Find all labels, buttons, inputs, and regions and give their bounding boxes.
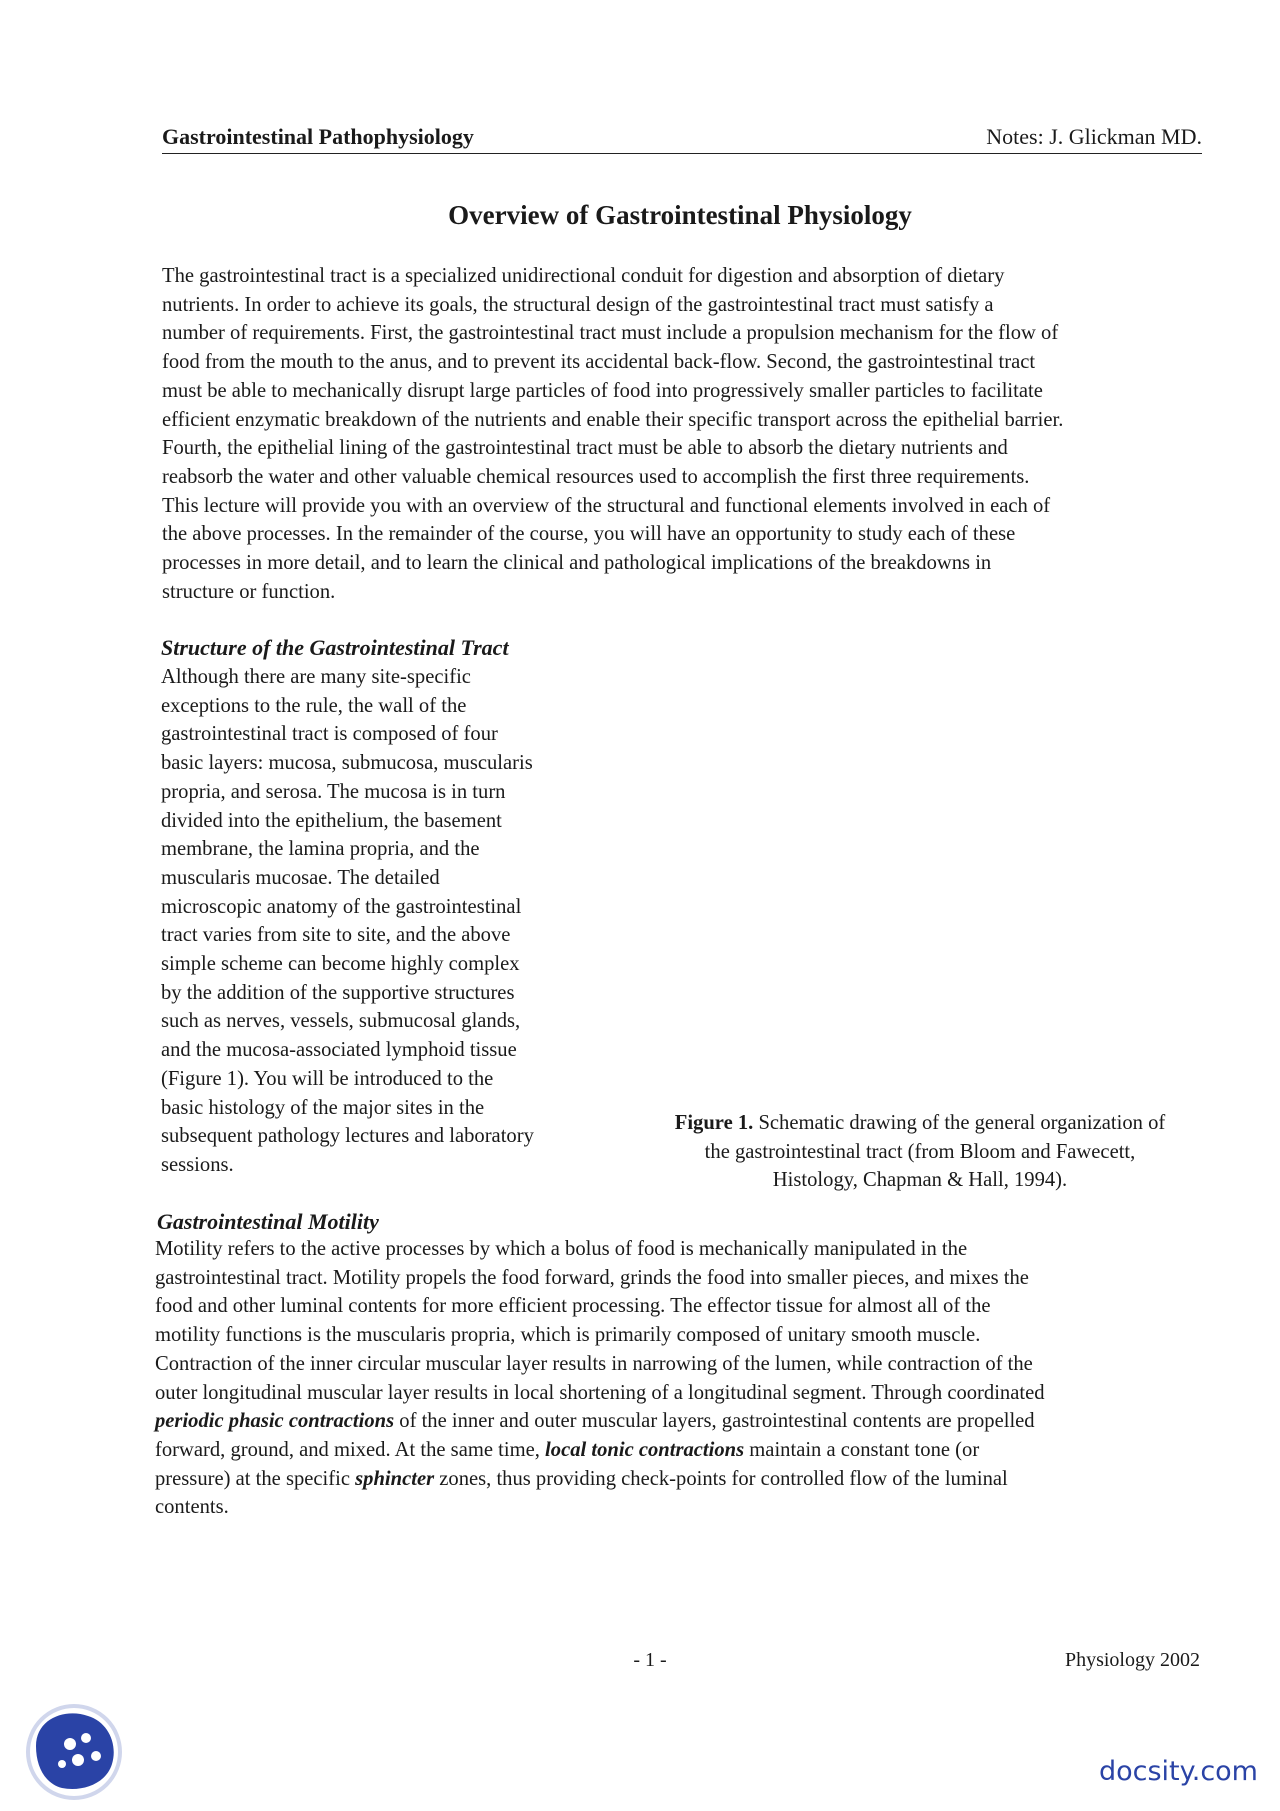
text-line: and the mucosa-associated lymphoid tissue <box>161 1039 517 1062</box>
page-header <box>162 124 1202 154</box>
text-line: such as nerves, vessels, submucosal glands, <box>161 1010 521 1033</box>
text-span: of the inner and outer muscular layers, gastrointestinal contents are propelled <box>394 1410 1035 1433</box>
course-title: Gastrointestinal Pathophysiology <box>162 124 474 149</box>
text-line: outer longitudinal muscular layer results in local shortening of a longitudinal segment. Through coordinated <box>155 1381 1045 1404</box>
text-span: maintain a constant tone (or <box>744 1438 980 1461</box>
text-line: Fourth, the epithelial lining of the gastrointestinal tract must be able to absorb the dietary nutrients and <box>162 437 1008 460</box>
text-line: nutrients. In order to achieve its goals, the structural design of the gastrointestinal tract must satisfy a <box>162 293 994 316</box>
docsity-logo-icon[interactable] <box>16 1694 136 1806</box>
text-line: tract varies from site to site, and the above <box>161 924 511 947</box>
text-line: by the addition of the supportive structures <box>161 981 515 1004</box>
text-line: number of requirements. First, the gastrointestinal tract must include a propulsion mechanism for the flow of <box>162 322 1059 345</box>
text-line: reabsorb the water and other valuable chemical resources used to accomplish the first three requirements. <box>162 465 1030 488</box>
motility-heading: Gastrointestinal Motility <box>157 1209 379 1234</box>
page-number: - 1 - <box>633 1649 667 1671</box>
text-line: gastrointestinal tract is composed of four <box>161 723 498 746</box>
figure-1-area <box>620 650 1210 1090</box>
text-span: pressure) at the specific <box>155 1467 356 1490</box>
text-line: the above processes. In the remainder of the course, you will have an opportunity to study each of these <box>162 523 1016 546</box>
structure-paragraph <box>161 663 601 1180</box>
page-title: Overview of Gastrointestinal Physiology <box>448 200 912 230</box>
docsity-watermark[interactable]: docsity.com <box>1098 1756 1258 1787</box>
text-line: membrane, the lamina propria, and the <box>161 838 480 861</box>
emphasis-term: periodic phasic contractions <box>155 1410 395 1433</box>
logo-svg <box>16 1694 136 1806</box>
text-line: processes in more detail, and to learn the clinical and pathological implications of the breakdowns in <box>162 552 992 575</box>
text-line <box>155 1436 1215 1465</box>
text-line: The gastrointestinal tract is a specialized unidirectional conduit for digestion and absorption of dietary <box>162 265 1005 287</box>
text-line: This lecture will provide you with an overview of the structural and functional elements involved in each of <box>162 494 1051 517</box>
footer-course-year: Physiology 2002 <box>1064 1649 1200 1671</box>
text-line: Although there are many site-specific <box>161 666 471 688</box>
text-line: structure or function. <box>162 580 336 603</box>
text-span: forward, ground, and mixed. At the same time, <box>155 1438 546 1461</box>
text-line: food and other luminal contents for more efficient processing. The effector tissue for almost all of the <box>155 1295 991 1318</box>
figure-1-caption <box>625 1109 1215 1195</box>
figure-label: Figure 1. <box>674 1112 754 1134</box>
structure-heading: Structure of the Gastrointestinal Tract <box>161 635 509 660</box>
text-span: zones, thus providing check-points for controlled flow of the luminal <box>434 1467 1008 1490</box>
text-line <box>155 1407 1215 1436</box>
text-line: divided into the epithelium, the basement <box>161 809 502 832</box>
caption-line <box>625 1109 1215 1138</box>
text-line: contents. <box>155 1496 229 1519</box>
text-line: food from the mouth to the anus, and to prevent its accidental back-flow. Second, the gastrointestinal tract <box>162 351 1036 374</box>
caption-line: the gastrointestinal tract (from Bloom and Fawecett, <box>704 1140 1136 1163</box>
text-line: (Figure 1). You will be introduced to the <box>161 1067 494 1090</box>
text-line: muscularis mucosae. The detailed <box>161 866 440 889</box>
text-line: must be able to mechanically disrupt large particles of food into progressively smaller particles to facilitate <box>162 379 1043 402</box>
emphasis-term: sphincter <box>355 1467 435 1490</box>
text-line: basic layers: mucosa, submucosa, muscularis <box>161 752 533 775</box>
author-notes: Notes: J. Glickman MD. <box>986 124 1202 149</box>
caption-line: Histology, Chapman & Hall, 1994). <box>772 1169 1068 1192</box>
text-line: subsequent pathology lectures and laboratory <box>161 1125 534 1148</box>
text-line: Contraction of the inner circular muscular layer results in narrowing of the lumen, while contraction of the <box>155 1352 1033 1375</box>
caption-text: Schematic drawing of the general organization of <box>753 1112 1166 1134</box>
text-line: gastrointestinal tract. Motility propels the food forward, grinds the food into smaller pieces, and mixes the <box>155 1266 1029 1289</box>
text-line: simple scheme can become highly complex <box>161 953 520 976</box>
text-line <box>155 1465 1215 1494</box>
text-line: microscopic anatomy of the gastrointestinal <box>161 895 522 918</box>
intro-paragraph <box>162 262 1222 606</box>
text-line: motility functions is the muscularis propria, which is primarily composed of unitary smooth muscle. <box>155 1324 981 1347</box>
text-line: Motility refers to the active processes by which a bolus of food is mechanically manipulated in the <box>155 1238 968 1260</box>
text-line: exceptions to the rule, the wall of the <box>161 694 467 717</box>
motility-paragraph <box>155 1235 1215 1522</box>
text-line: propria, and serosa. The mucosa is in turn <box>161 780 506 803</box>
text-line: efficient enzymatic breakdown of the nutrients and enable their specific transport across the epithelial barrier. <box>162 408 1064 431</box>
text-line: sessions. <box>161 1153 234 1176</box>
emphasis-term: local tonic contractions <box>545 1438 745 1461</box>
text-line: basic histology of the major sites in the <box>161 1096 485 1119</box>
